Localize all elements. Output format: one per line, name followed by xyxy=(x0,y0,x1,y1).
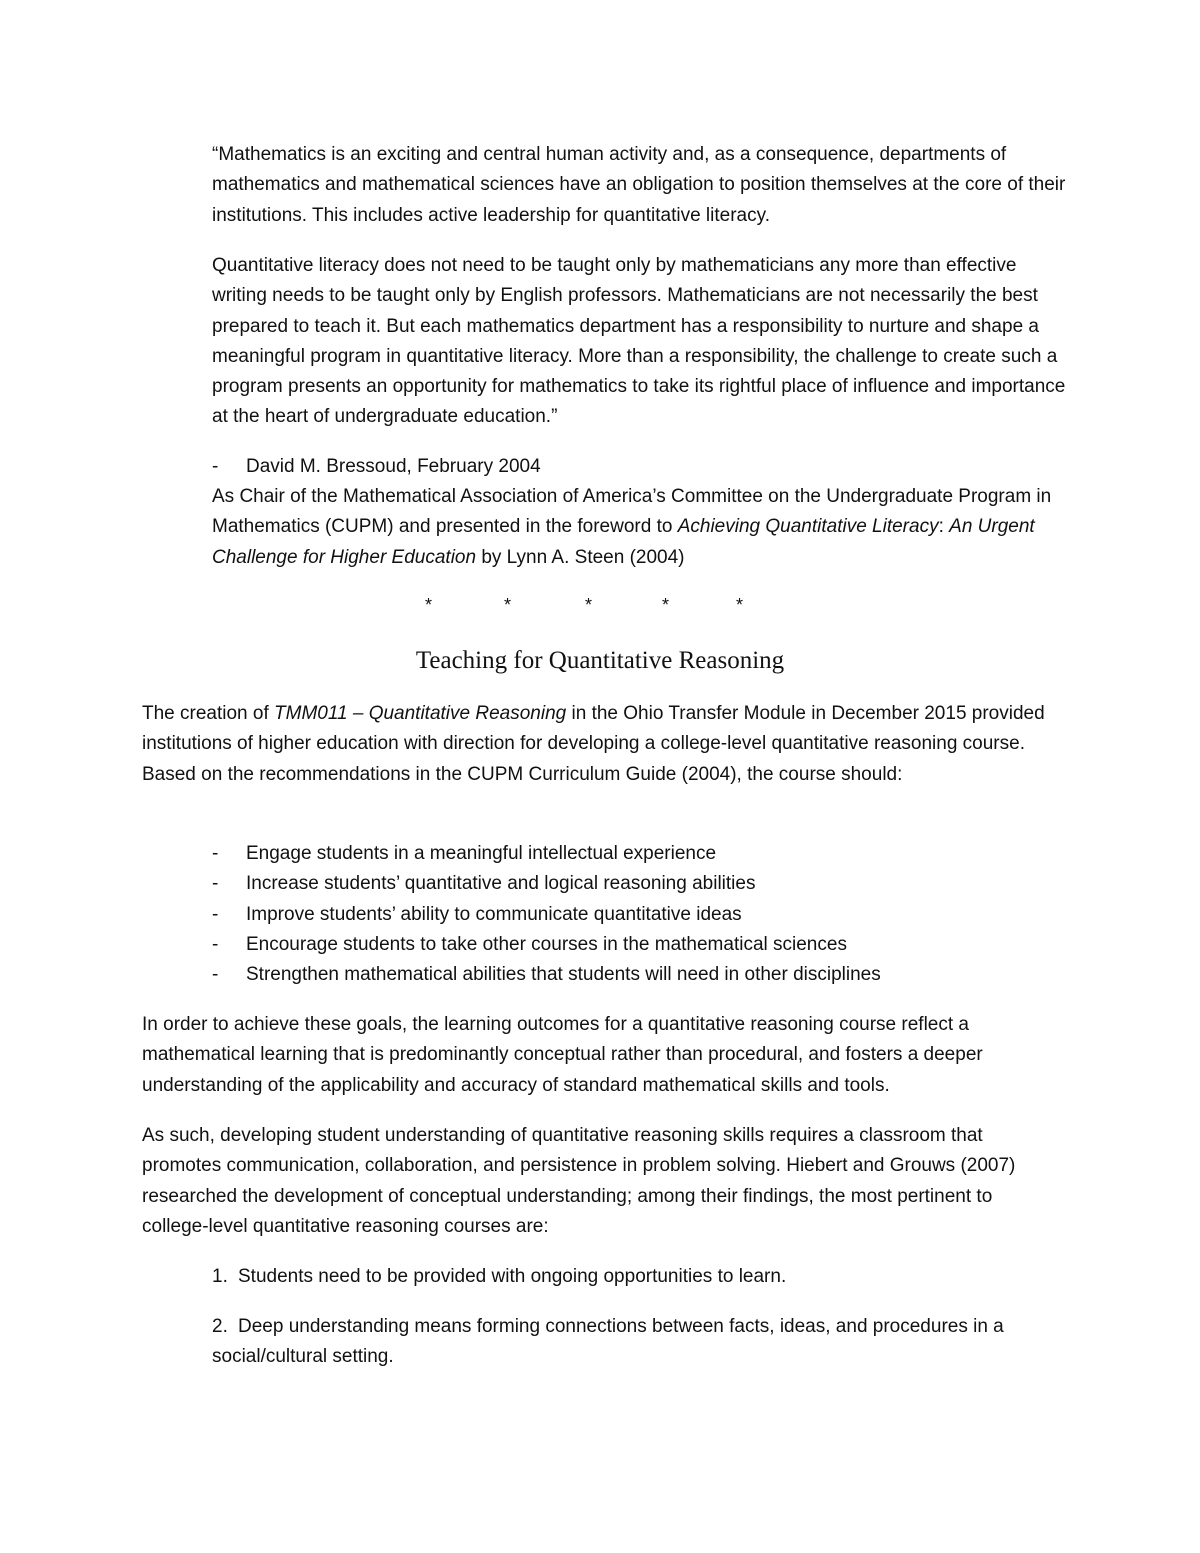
section-separator xyxy=(0,592,1200,618)
finding-item-2 xyxy=(212,1312,1072,1373)
attribution-details xyxy=(212,482,1062,573)
list-item xyxy=(212,930,1072,960)
list-item xyxy=(212,900,1072,930)
bullet-dash: - xyxy=(212,843,219,864)
finding-text: Deep understanding means forming connections between facts, ideas, and procedures in a social/cultural setting. xyxy=(212,1316,1004,1368)
bullet-dash: - xyxy=(212,903,219,925)
bullet-dash: - xyxy=(212,933,219,955)
section-heading: Teaching for Quantitative Reasoning xyxy=(415,647,785,674)
separator-star: * xyxy=(736,595,744,615)
intro-after: in the Ohio Transfer Module in December 2015 provided institutions of higher education with direction for developing a college-level quantitative reasoning course. Based on the recommendations in the CUPM Curriculum Guide (2004), the course should: xyxy=(142,703,1045,785)
separator-star: * xyxy=(662,595,670,615)
course-name: TMM011 – Quantitative Reasoning xyxy=(274,703,567,724)
quote-paragraph-1: “Mathematics is an exciting and central human activity and, as a consequence, departments of mathematics and mathematical sciences have an obligation to position themselves at the core of their institutions. This includes active leadership for quantitative literacy. xyxy=(212,144,1066,226)
attribution-line-a: As Chair of the Mathematical Association of America’s Committee on the Undergraduate Program in Mathematics (CUPM) and presented in the foreword to xyxy=(212,486,1052,538)
book-title-part-2: An Urgent Challenge for Higher Education xyxy=(212,516,1035,568)
bullet-dash: - xyxy=(212,964,219,986)
intro-before: The creation of xyxy=(142,703,275,724)
goal-text: Engage students in a meaningful intellectual experience xyxy=(246,843,717,864)
finding-number: 1. xyxy=(212,1266,228,1287)
quote-paragraph-2: Quantitative literacy does not need to be taught only by mathematicians any more than effective writing needs to be taught only by English professors. Mathematicians are not necessarily the best prepared to teach it. But each mathematics department has a responsibility to nurture and shape a meaningful program in quantitative literacy. More than a responsibility, the challenge to create such a program presents an opportunity for mathematics to take its rightful place of influence and importance at the heart of undergraduate education.” xyxy=(212,255,1066,428)
list-item xyxy=(212,839,1072,869)
finding-number: 2. xyxy=(212,1316,228,1337)
goal-text: Encourage students to take other courses in the mathematical sciences xyxy=(246,933,847,955)
goal-text: Increase students’ quantitative and logical reasoning abilities xyxy=(246,873,756,895)
separator-star: * xyxy=(504,595,512,615)
attribution-author: David M. Bressoud, February 2004 xyxy=(246,456,541,477)
list-item xyxy=(212,960,1072,990)
attribution-dash: - xyxy=(212,456,219,477)
intro-paragraph xyxy=(142,699,1062,790)
book-title-part-1: Achieving Quantitative Literacy xyxy=(677,516,939,538)
goal-text: Improve students’ ability to communicate quantitative ideas xyxy=(246,903,742,925)
course-goals-list xyxy=(212,839,1072,990)
finding-text: Students need to be provided with ongoing opportunities to learn. xyxy=(238,1266,787,1287)
separator-star: * xyxy=(425,595,433,615)
attribution-author-line xyxy=(212,452,541,482)
finding-item-1 xyxy=(212,1262,1072,1292)
attribution-colon: : xyxy=(938,516,950,538)
attribution-line-b: by Lynn A. Steen (2004) xyxy=(476,546,685,568)
goal-text: Strengthen mathematical abilities that students will need in other disciplines xyxy=(246,964,881,986)
list-item xyxy=(212,869,1072,899)
separator-star: * xyxy=(585,595,593,615)
bullet-dash: - xyxy=(212,873,219,895)
goals-paragraph: In order to achieve these goals, the learning outcomes for a quantitative reasoning course reflect a mathematical learning that is predominantly conceptual rather than procedural, and fosters a deeper understanding of the applicability and accuracy of standard mathematical skills and tools. xyxy=(142,1014,983,1096)
such-paragraph: As such, developing student understanding of quantitative reasoning skills requires a classroom that promotes communication, collaboration, and persistence in problem solving. Hiebert and Grouws (2007) researched the development of conceptual understanding; among their findings, the most pertinent to college-level quantitative reasoning courses are: xyxy=(142,1125,1016,1237)
